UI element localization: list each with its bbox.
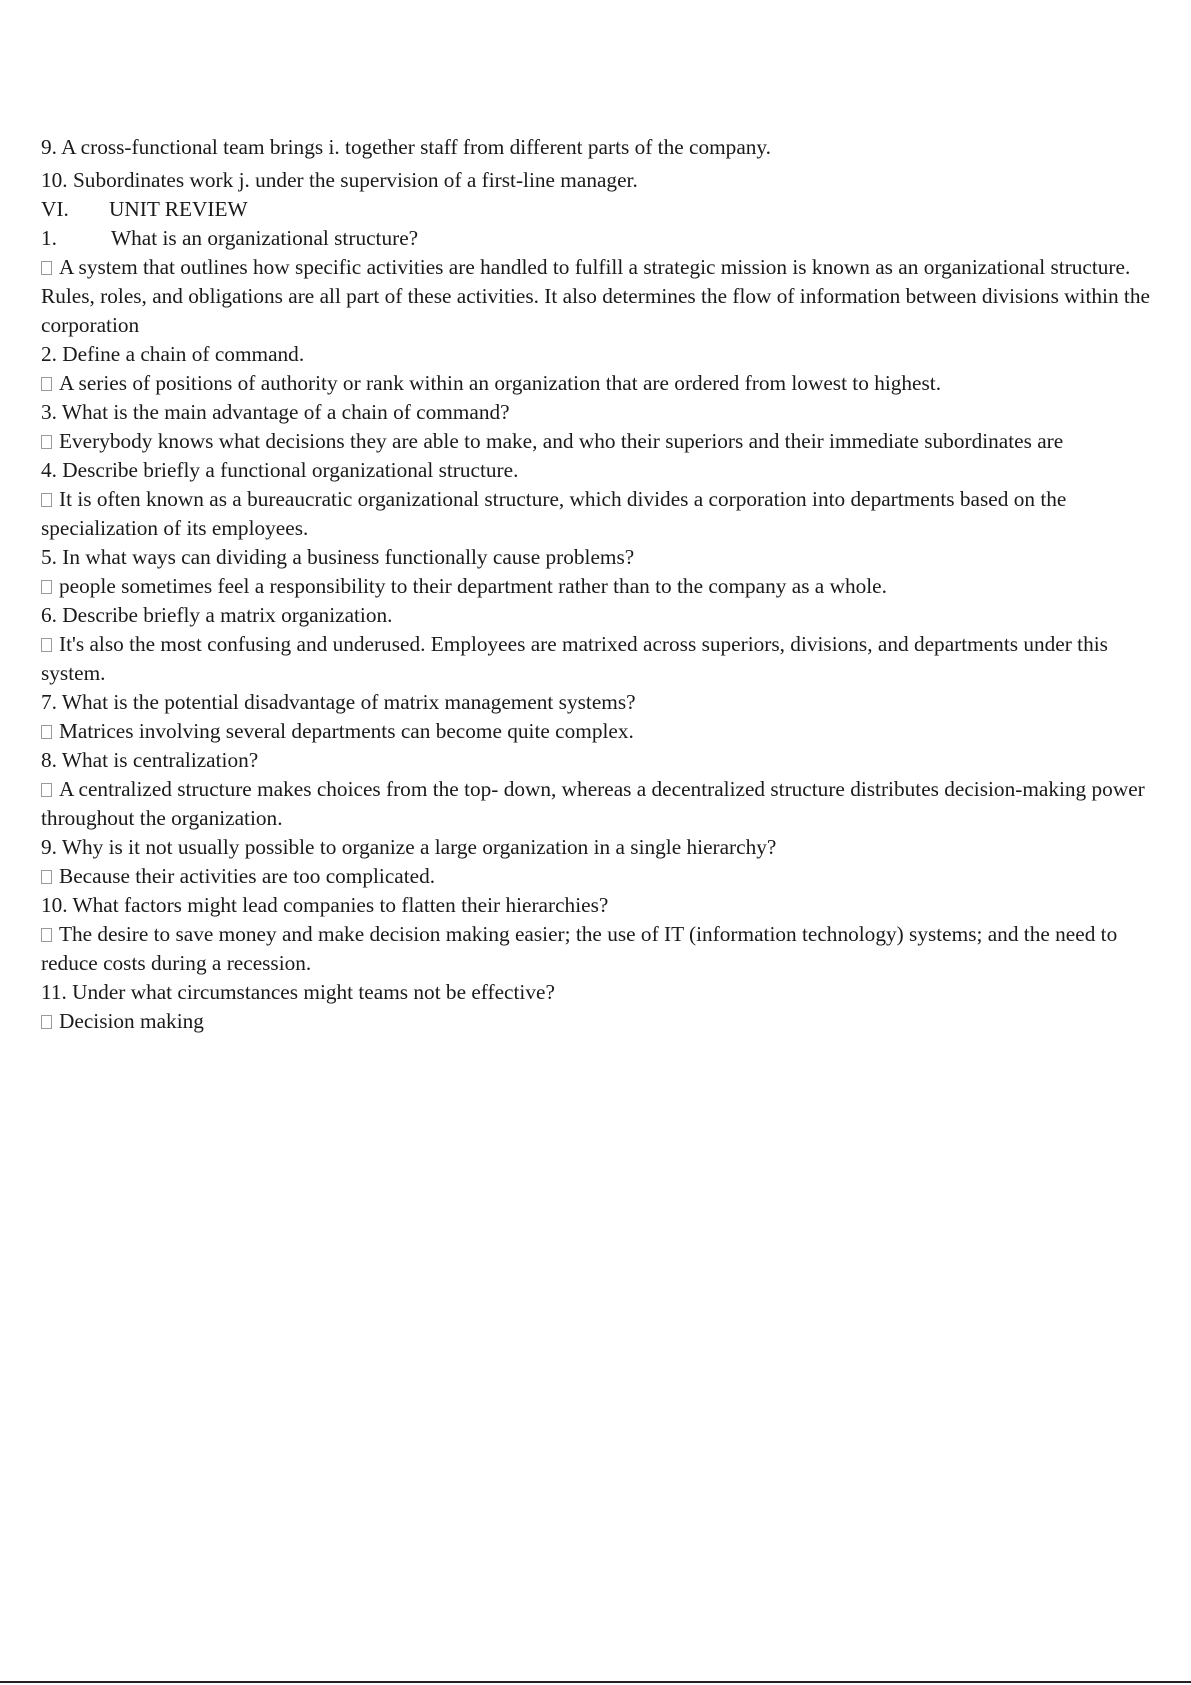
bullet-icon (41, 870, 52, 884)
answer-8: A centralized structure makes choices from the top- down, whereas a decentralized structure distributes decision-making power throughout the organization. (41, 777, 1145, 830)
answer-4: It is often known as a bureaucratic organizational structure, which divides a corporation into departments based on the specialization of its employees. (41, 487, 1067, 540)
page-bottom-rule (0, 1681, 1191, 1683)
section-title: UNIT REVIEW (109, 197, 248, 221)
document-page (41, 133, 1156, 1036)
question-7: 7. What is the potential disadvantage of matrix management systems? (41, 690, 636, 714)
bullet-icon (41, 783, 52, 797)
question-6: 6. Describe briefly a matrix organization. (41, 603, 393, 627)
matching-item-9: 9. A cross-functional team brings i. together staff from different parts of the company. (41, 135, 772, 159)
answer-7: Matrices involving several departments can become quite complex. (41, 717, 1156, 746)
question-10: 10. What factors might lead companies to flatten their hierarchies? (41, 893, 609, 917)
answer-5: people sometimes feel a responsibility to their department rather than to the company as a whole. (41, 572, 1156, 601)
question-3: 3. What is the main advantage of a chain of command? (41, 400, 510, 424)
answer-3: Everybody knows what decisions they are able to make, and who their superiors and their immediate subordinates are (41, 427, 1156, 456)
question-4: 4. Describe briefly a functional organizational structure. (41, 458, 519, 482)
question-8: 8. What is centralization? (41, 748, 259, 772)
bullet-icon (41, 1015, 52, 1029)
bullet-icon (41, 725, 52, 739)
question-5: 5. In what ways can dividing a business functionally cause problems? (41, 545, 635, 569)
bullet-icon (41, 435, 52, 449)
question-11: 11. Under what circumstances might teams not be effective? (41, 980, 555, 1004)
bullet-icon (41, 928, 52, 942)
bullet-icon (41, 493, 52, 507)
section-number: VI. (41, 197, 69, 221)
question-1-text: What is an organizational structure? (111, 226, 419, 250)
bullet-icon (41, 377, 52, 391)
answer-11: Decision making (41, 1007, 1156, 1036)
answer-6: It's also the most confusing and underused. Employees are matrixed across superiors, divisions, and departments under this system. (41, 632, 1108, 685)
question-2: 2. Define a chain of command. (41, 342, 305, 366)
answer-1: A system that outlines how specific activities are handled to fulfill a strategic mission is known as an organizational structure. Rules, roles, and obligations are all part of these activities. It also determines the flow of information between divisions within the corporation (41, 255, 1150, 337)
answer-9: Because their activities are too complicated. (41, 862, 1156, 891)
matching-item-10: 10. Subordinates work j. under the supervision of a first-line manager. (41, 168, 638, 192)
answer-2: A series of positions of authority or rank within an organization that are ordered from lowest to highest. (41, 369, 1156, 398)
bullet-icon (41, 580, 52, 594)
question-1-number: 1. (41, 226, 57, 250)
bullet-icon (41, 261, 52, 275)
section-heading (41, 195, 1156, 224)
question-1 (41, 224, 1156, 253)
bullet-icon (41, 638, 52, 652)
question-9: 9. Why is it not usually possible to organize a large organization in a single hierarchy? (41, 835, 777, 859)
answer-10: The desire to save money and make decision making easier; the use of IT (information technology) systems; and the need to reduce costs during a recession. (41, 922, 1118, 975)
